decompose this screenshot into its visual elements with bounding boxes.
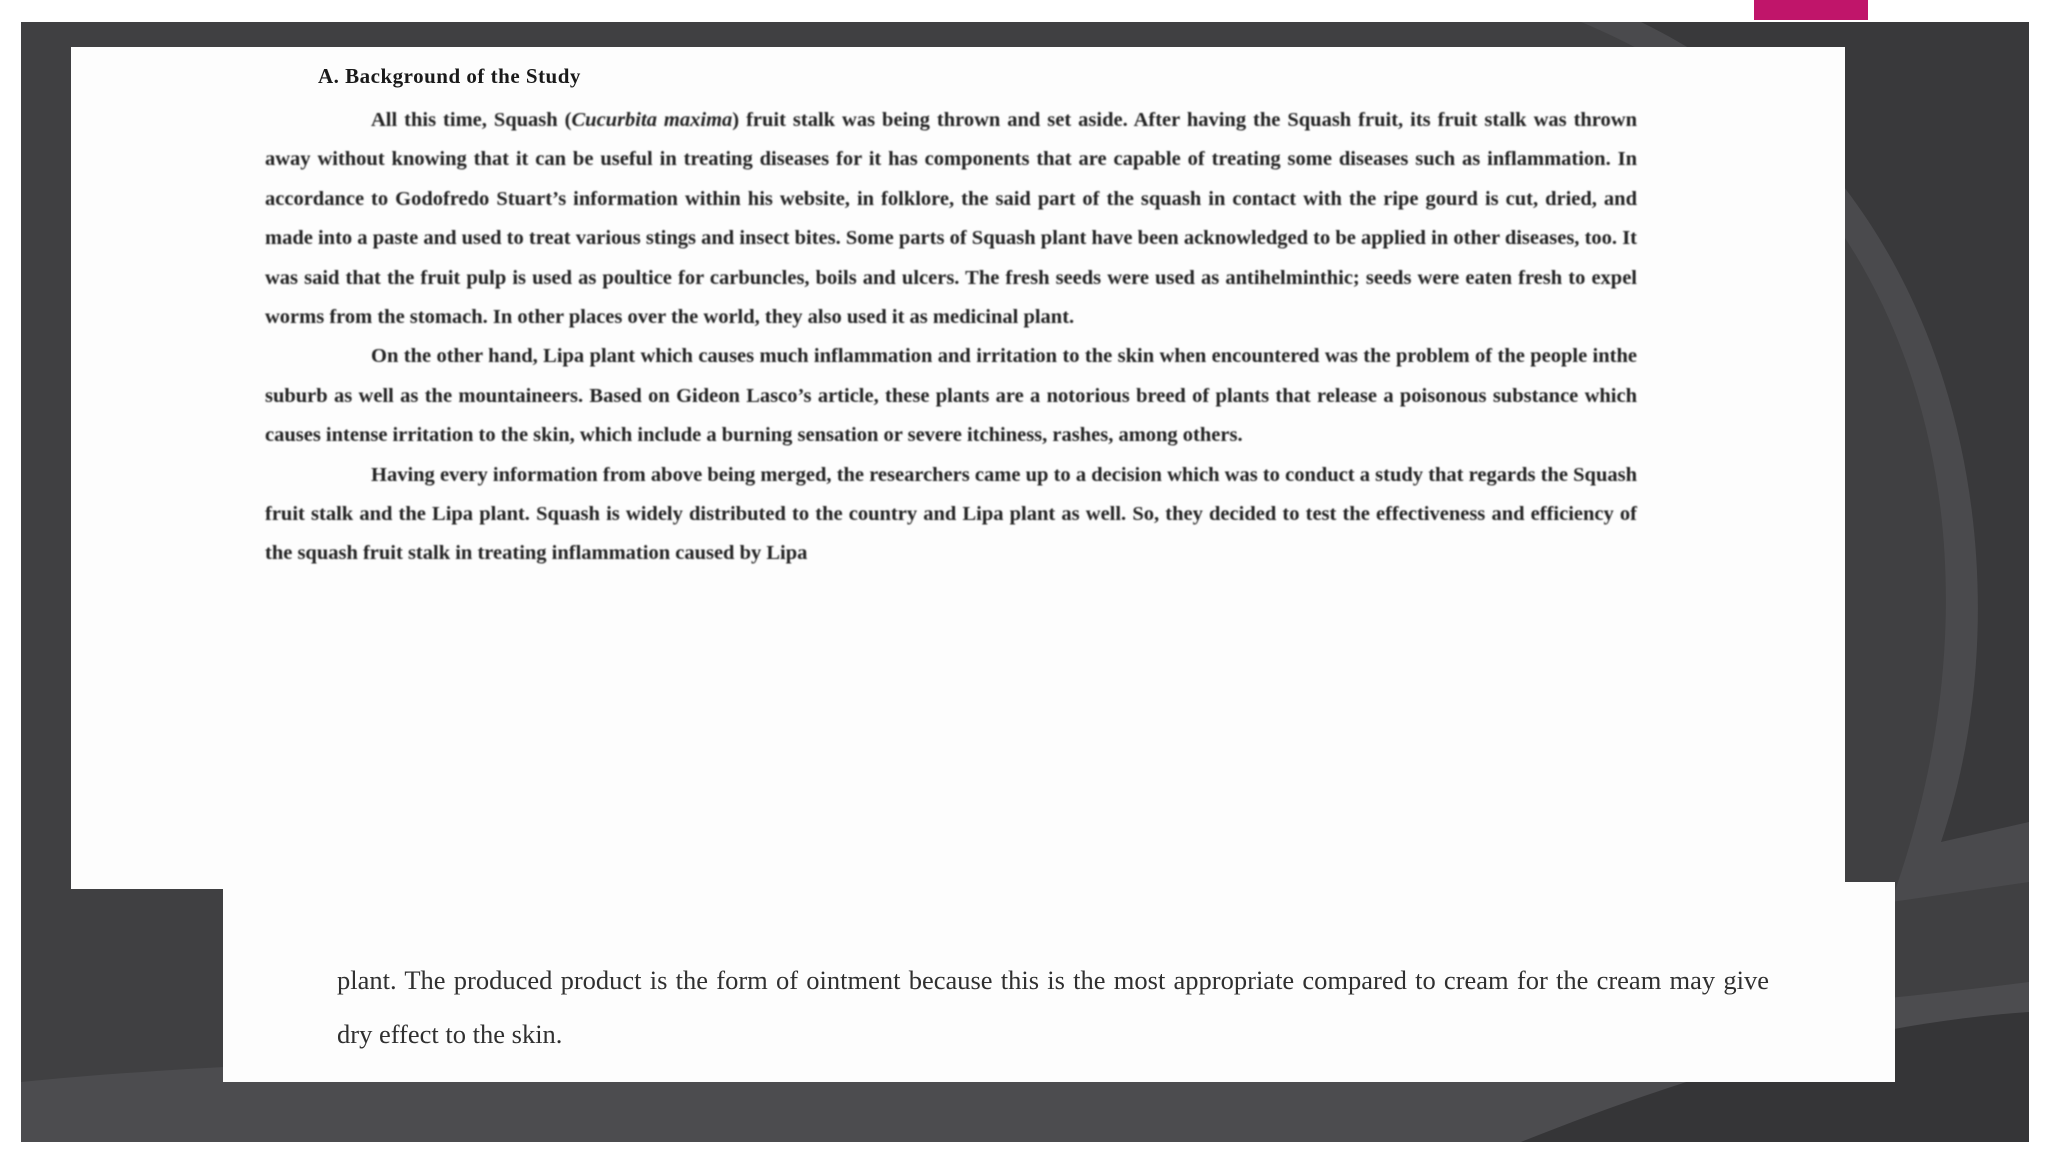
scientific-name: Cucurbita maxima	[571, 109, 733, 131]
paragraph-decision: Having every information from above being merged, the researchers came up to a decision which was to conduct a study that regards the Squash fruit stalk and the Lipa plant. Squash is widely distributed to the country and Lipa plant as well. So, they decided to test the effectiveness and efficiency of the squash fruit stalk in treating inflammation caused by Lipa	[265, 463, 1637, 565]
paragraph-text: All this time, Squash (	[371, 109, 572, 131]
continuation-paragraph: plant. The produced product is the form of ointment because this is the most appropriate compared to cream for the cream may give dry effect to the skin.	[337, 965, 1769, 1049]
paragraph-lipa: On the other hand, Lipa plant which causes much inflammation and irritation to the skin when encountered was the problem of the people inthe suburb as well as the mountaineers. Based on Gideon Lasco’s article, these plants are a notorious breed of plants that release a poisonous substance which causes intense irritation to the skin, which include a burning sensation or severe itchiness, rashes, among others.	[265, 345, 1637, 447]
section-heading: A. Background of the Study	[318, 64, 581, 88]
document-body	[265, 101, 1637, 574]
paragraph-text: ) fruit stalk was being thrown and set aside. After having the Squash fruit, its fruit stalk was thrown away without knowing that it can be useful in treating diseases for it has components that are capable of treating some diseases such as inflammation. In accordance to Godofredo Stuart’s information within his website, in folklore, the said part of the squash in contact with the ripe gourd is cut, dried, and made into a paste and used to treat various stings and insect bites. Some parts of Squash plant have been acknowledged to be applied in other diseases, too. It was said that the fruit pulp is used as poultice for carbuncles, boils and ulcers. The fresh seeds were used as antihelminthic; seeds were eaten fresh to expel worms from the stomach. In other places over the world, they also used it as medicinal plant.	[265, 109, 1637, 329]
paragraph-squash	[265, 101, 1637, 337]
accent-tab	[1754, 0, 1868, 20]
